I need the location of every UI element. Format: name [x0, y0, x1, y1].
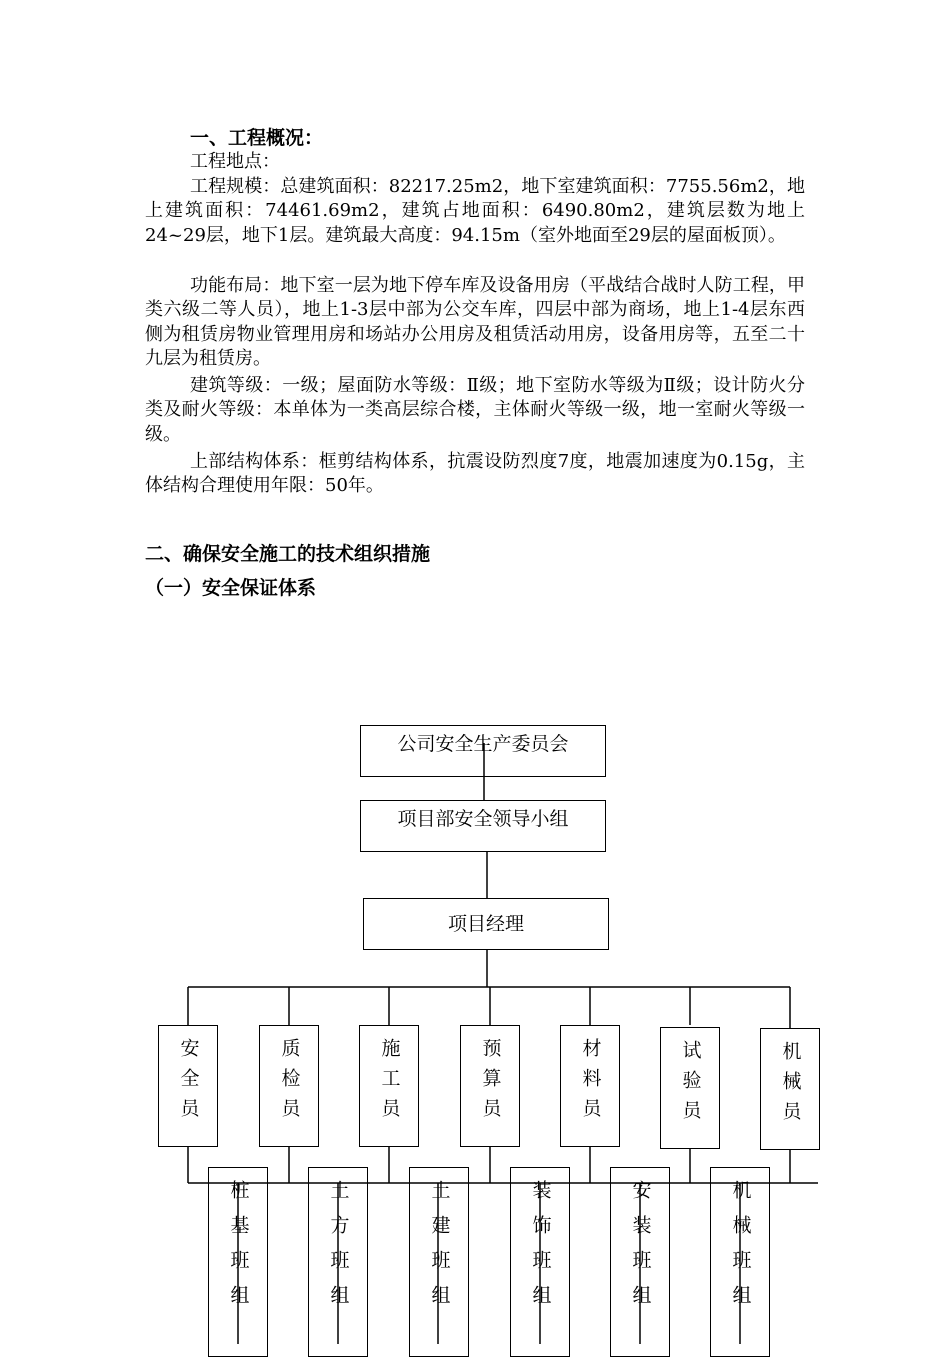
- project-location: 工程地点：: [190, 151, 280, 172]
- safety-system-subheading: （一）安全保证体系: [145, 577, 317, 599]
- org-box-staff: [560, 1025, 620, 1147]
- org-label-team: 土建班组: [428, 1180, 451, 1320]
- org-box-team: [510, 1167, 570, 1357]
- org-label-safety-committee: 公司安全生产委员会: [397, 733, 569, 755]
- org-label-project-safety-group: 项目部安全领导小组: [397, 808, 569, 830]
- org-label-team: 土方班组: [327, 1180, 350, 1320]
- org-label-staff: 质检员: [278, 1038, 301, 1128]
- org-box-staff: [158, 1025, 218, 1147]
- org-box-staff: [259, 1025, 319, 1147]
- project-scale: 工程规模：总建筑面积：82217.25m2，地下室建筑面积：7755.56m2，地上建筑面积：74461.69m2，建筑占地面积：6490.80m2，建筑层数为地上24~29层，地下1层。建筑最大高度：94.15m（室外地面至29层的屋面板顶）。: [145, 176, 805, 246]
- org-box-team: [409, 1167, 469, 1357]
- org-label-project-manager: 项目经理: [447, 913, 524, 935]
- org-box-staff: [460, 1025, 520, 1147]
- org-label-staff: 试验员: [679, 1040, 702, 1130]
- building-grade: 建筑等级：一级；屋面防水等级：Ⅱ级；地下室防水等级为Ⅱ级；设计防火分类及耐火等级：本单体为一类高层综合楼，主体耐火等级一级，地一室耐火等级一级。: [145, 375, 805, 445]
- section1-heading: 一、工程概况：: [190, 127, 324, 149]
- org-label-staff: 预算员: [479, 1038, 502, 1128]
- org-label-team: 机械班组: [729, 1180, 752, 1320]
- functional-layout: 功能布局：地下室一层为地下停车库及设备用房（平战结合战时人防工程，甲类六级二等人员），地上1-3层中部为公交车库，四层中部为商场，地上1-4层东西侧为租赁房物业管理用房和场站办公用房及租赁活动用房，设备用房等，五至二十九层为租赁房。: [145, 275, 805, 369]
- org-box-staff: [760, 1028, 820, 1150]
- org-box-team: [610, 1167, 670, 1357]
- org-label-staff: 安全员: [177, 1038, 200, 1128]
- org-box-safety-committee: [360, 725, 606, 777]
- org-box-staff: [660, 1027, 720, 1149]
- org-label-team: 桩基班组: [227, 1180, 250, 1320]
- org-box-project-manager: [363, 898, 609, 950]
- org-box-project-safety-group: [360, 800, 606, 852]
- org-label-staff: 机械员: [779, 1041, 802, 1131]
- org-label-staff: 材料员: [579, 1038, 602, 1128]
- org-box-team: [208, 1167, 268, 1357]
- org-box-staff: [359, 1025, 419, 1147]
- org-label-team: 装饰班组: [529, 1180, 552, 1320]
- org-label-staff: 施工员: [378, 1038, 401, 1128]
- structure-system: 上部结构体系：框剪结构体系，抗震设防烈度7度，地震加速度为0.15g，主体结构合理使用年限：50年。: [145, 451, 805, 497]
- section2-heading: 二、确保安全施工的技术组织措施: [145, 543, 431, 565]
- org-box-team: [308, 1167, 368, 1357]
- org-box-team: [710, 1167, 770, 1357]
- org-label-team: 安装班组: [629, 1180, 652, 1320]
